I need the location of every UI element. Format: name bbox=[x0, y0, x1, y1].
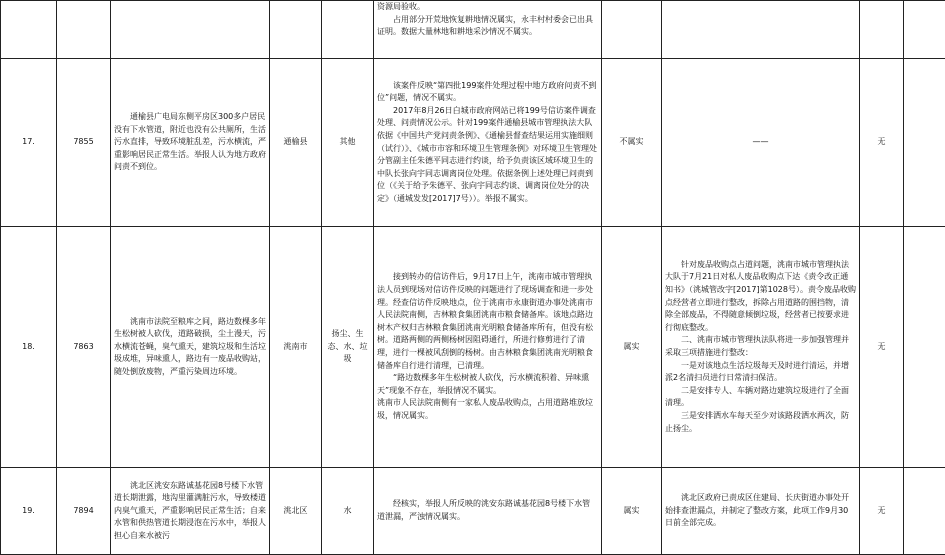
complaint-text: 洮南市法院至粮库之间，路边数棵多年生松树被人砍伐，道路破损，尘土漫天，污水横流苍蝇，臭气熏天，建筑垃圾和生活垃圾成堆，异味熏人，路边有一废品收购站，随处倒放废物，严重污染周边环境。 bbox=[114, 316, 266, 379]
investigation-text: 该案件反映“第四批199案件处理过程中地方政府问责不到位”问题，情况不属实。 bbox=[377, 80, 598, 105]
cell-investigation bbox=[374, 227, 602, 468]
cell-id bbox=[57, 1, 111, 59]
cell-investigation bbox=[374, 59, 602, 227]
cell-complaint bbox=[111, 59, 270, 227]
cell-handling bbox=[662, 1, 860, 59]
cell-verdict: 不属实 bbox=[602, 59, 662, 227]
cell-no: 17. bbox=[1, 59, 57, 227]
cell-verdict: 属实 bbox=[602, 468, 662, 555]
cell-type bbox=[322, 1, 374, 59]
cell-id: 7855 bbox=[57, 59, 111, 227]
investigation-text: “路边数棵多年生松树被人砍伐，污水横流积着、异味熏天”现象不存在，举报情况不属实。 bbox=[377, 372, 598, 397]
cell-type: 其他 bbox=[322, 59, 374, 227]
cell-type: 扬尘、生态、水、垃圾 bbox=[322, 227, 374, 468]
cell-no bbox=[1, 1, 57, 59]
cell-complaint bbox=[111, 227, 270, 468]
cell-id: 7863 bbox=[57, 227, 111, 468]
table-row bbox=[1, 1, 945, 59]
handling-text: 一是对该地点生活垃圾每天及时进行清运，并增派2名清扫员进行日常清扫保洁。 bbox=[665, 360, 856, 385]
cell-verdict: 属实 bbox=[602, 227, 662, 468]
investigation-text: 占用部分开荒地恢复耕地情况属实，永丰村村委会已出具证明。数据大量林地和耕地采沙情况不属实。 bbox=[377, 14, 598, 39]
cell-district: 通榆县 bbox=[270, 59, 322, 227]
cell-no: 19. bbox=[1, 468, 57, 555]
cell-accountability: 无 bbox=[860, 468, 904, 555]
cell-district: 洮南市 bbox=[270, 227, 322, 468]
cell-complaint bbox=[111, 468, 270, 555]
cell-accountability bbox=[860, 1, 904, 59]
investigation-text: 洮南市人民法院南侧有一家私人废品收购点，占用道路堆放垃圾，情况属实。 bbox=[377, 397, 598, 422]
handling-text: 三是安排洒水车每天至少对该路段洒水两次，防止扬尘。 bbox=[665, 410, 856, 435]
handling-text: 二是安排专人、车辆对路边建筑垃圾进行了全面清理。 bbox=[665, 385, 856, 410]
investigation-text: 经核实，举报人所反映的洮安东路诚基花园8号楼下水管道泄漏，严浊情况属实。 bbox=[377, 498, 598, 523]
table-row bbox=[1, 227, 945, 468]
cell-extra bbox=[904, 59, 945, 227]
table-row bbox=[1, 468, 945, 555]
cell-accountability: 无 bbox=[860, 227, 904, 468]
investigation-text: 接到转办的信访件后，9月17日上午，洮南市城市管理执法人员到现场对信访件反映的问题进行了现场调查和进一步处理。经查信访件反映地点，位于洮南市永康街道办事处洮南市人民法院南侧，吉林粮食集团洮南市粮食储备库。该地点路边树木产权归吉林粮食集团洮南光明粮食储备库所有，但没有松树。道路两侧的两侧杨树因阻碍通行，所进行修剪进行了清理，进行一棵被风刮倒的杨树。由吉林粮食集团洮南光明粮食储备库自行进行清理，已清理。 bbox=[377, 271, 598, 372]
cell-investigation bbox=[374, 468, 602, 555]
handling-text: 针对废品收购点占道问题，洮南市城市管理执法大队于7月21日对私人废品收购点下达《责令改正通知书》（洮城管改字[2017]第1028号）。责令废品收购点经营者立即进行整改，拆除占用道路的围挡物，清除全部废品，不得随意倾倒垃圾，经营者已按要求进行彻底整改。 bbox=[665, 259, 856, 335]
cell-id: 7894 bbox=[57, 468, 111, 555]
cell-investigation bbox=[374, 1, 602, 59]
handling-text: 洮北区政府已责成区住建局、长庆街道办事处开始排查泄漏点，并制定了整改方案，此项工作9月30日前全部完成。 bbox=[665, 492, 856, 530]
cell-handling bbox=[662, 227, 860, 468]
cell-accountability: 无 bbox=[860, 59, 904, 227]
investigation-text: 2017年8月26日白城市政府网站已将199号信访案件调查处理、问责情况公示。针对199案件通榆县城市管理执法大队依据《中国共产党问责条例》、《通榆县督查结果运用实施细则（试行）》、《城市市容和环境卫生管理条例》对环境卫生管理处分管副主任朱德平同志进行约谈，给予负责该区域环境卫生的中队长张向宇同志调离岗位处理。依据条例上述处理已问责到位（《关于给予朱德平、张向宇同志约谈、调离岗位处分的决定》（通城发发[2017]7号））。举报不属实。 bbox=[377, 105, 598, 206]
cell-complaint bbox=[111, 1, 270, 59]
cell-district bbox=[270, 1, 322, 59]
investigation-text: 资源局验收。 bbox=[377, 1, 598, 14]
cell-type: 水 bbox=[322, 468, 374, 555]
handling-text: 二、洮南市城市管理执法队将进一步加强管理并采取三项措施进行整改： bbox=[665, 334, 856, 359]
cell-handling bbox=[662, 468, 860, 555]
cell-district: 洮北区 bbox=[270, 468, 322, 555]
complaint-text: 洮北区洮安东路诚基花园8号楼下水管道长期泄露，地沟里灌满脏污水，导致楼道内臭气熏天，严重影响居民正常生活；自来水管和供热管道长期浸泡在污水中，举报人担心自来水被污 bbox=[114, 480, 266, 543]
cell-extra bbox=[904, 227, 945, 468]
cell-verdict bbox=[602, 1, 662, 59]
cell-extra bbox=[904, 1, 945, 59]
complaint-text: 通榆县广电局东侧平房区300多户居民没有下水管道，附近也没有公共厕所，生活污水直排，导致环境脏乱差，污水横流，严重影响居民正常生活。举报人认为地方政府问责不到位。 bbox=[114, 111, 266, 174]
cell-no: 18. bbox=[1, 227, 57, 468]
table-row bbox=[1, 59, 945, 227]
cell-handling: —— bbox=[662, 59, 860, 227]
cell-extra bbox=[904, 468, 945, 555]
